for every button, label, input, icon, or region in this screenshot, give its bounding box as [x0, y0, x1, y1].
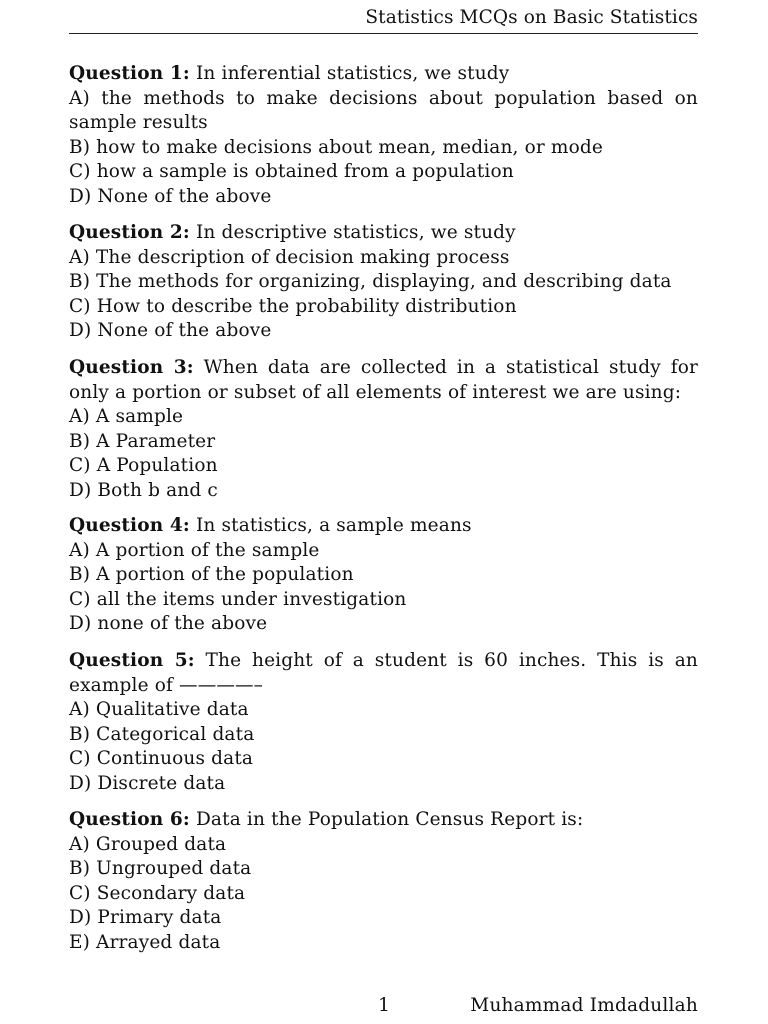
question-text: In descriptive statistics, we study	[195, 222, 516, 243]
option-d: D) None of the above	[69, 320, 272, 341]
question-1	[69, 62, 698, 209]
option-a: A) A portion of the sample	[69, 539, 320, 561]
question-text: In inferential statistics, we study	[195, 63, 510, 84]
option-c: C) Secondary data	[69, 882, 246, 904]
option-c: C) how a sample is obtained from a population	[69, 161, 514, 182]
question-label: Question 2:	[69, 222, 190, 243]
option-d: D) none of the above	[69, 613, 268, 634]
question-label: Question 3:	[69, 357, 194, 378]
option-a: A) Qualitative data	[69, 699, 249, 720]
question-stem	[69, 62, 698, 87]
header-rule	[69, 33, 698, 34]
question-text: When data are collected in a statistical study for only a portion or subset of all elements of interest we are using:	[69, 357, 698, 403]
question-text: Data in the Population Census Report is:	[195, 809, 584, 830]
question-text: The height of a student is 60 inches. This is an example of ————–	[69, 650, 698, 696]
question-4	[69, 514, 698, 637]
option-b: B) A portion of the population	[69, 564, 354, 585]
option-a: A) the methods to make decisions about population based on sample results	[69, 87, 698, 133]
option-e: E) Arrayed data	[69, 931, 221, 953]
question-label: Question 4:	[69, 515, 190, 536]
option-d: D) Discrete data	[69, 772, 226, 794]
option-d: D) Both b and c	[69, 479, 218, 501]
option-c: C) A Population	[69, 455, 218, 476]
question-stem	[69, 649, 698, 698]
option-d: D) None of the above	[69, 185, 272, 207]
question-stem	[69, 514, 698, 539]
question-6	[69, 808, 698, 955]
footer-author: Muhammad Imdadullah	[470, 995, 698, 1016]
option-b: B) A Parameter	[69, 430, 216, 452]
option-a: A) A sample	[69, 406, 184, 427]
option-d: D) Primary data	[69, 907, 222, 928]
option-b: B) Ungrouped data	[69, 858, 252, 879]
question-text: In statistics, a sample means	[195, 515, 472, 536]
page-number: 1	[378, 995, 390, 1016]
running-header: Statistics MCQs on Basic Statistics	[365, 7, 698, 28]
option-a: A) Grouped data	[69, 833, 227, 855]
option-c: C) Continuous data	[69, 748, 254, 769]
option-b: B) Categorical data	[69, 723, 255, 745]
question-5	[69, 649, 698, 796]
option-c: C) How to describe the probability distribution	[69, 295, 517, 317]
option-a: A) The description of decision making process	[69, 246, 510, 268]
question-stem	[69, 221, 698, 246]
question-3	[69, 356, 698, 503]
question-label: Question 5:	[69, 650, 195, 671]
question-label: Question 6:	[69, 809, 190, 830]
option-b: B) The methods for organizing, displaying, and describing data	[69, 271, 672, 292]
question-2	[69, 221, 698, 344]
question-stem	[69, 808, 698, 833]
option-b: B) how to make decisions about mean, median, or mode	[69, 136, 603, 158]
option-c: C) all the items under investigation	[69, 588, 407, 610]
question-label: Question 1:	[69, 63, 190, 84]
question-stem	[69, 356, 698, 405]
